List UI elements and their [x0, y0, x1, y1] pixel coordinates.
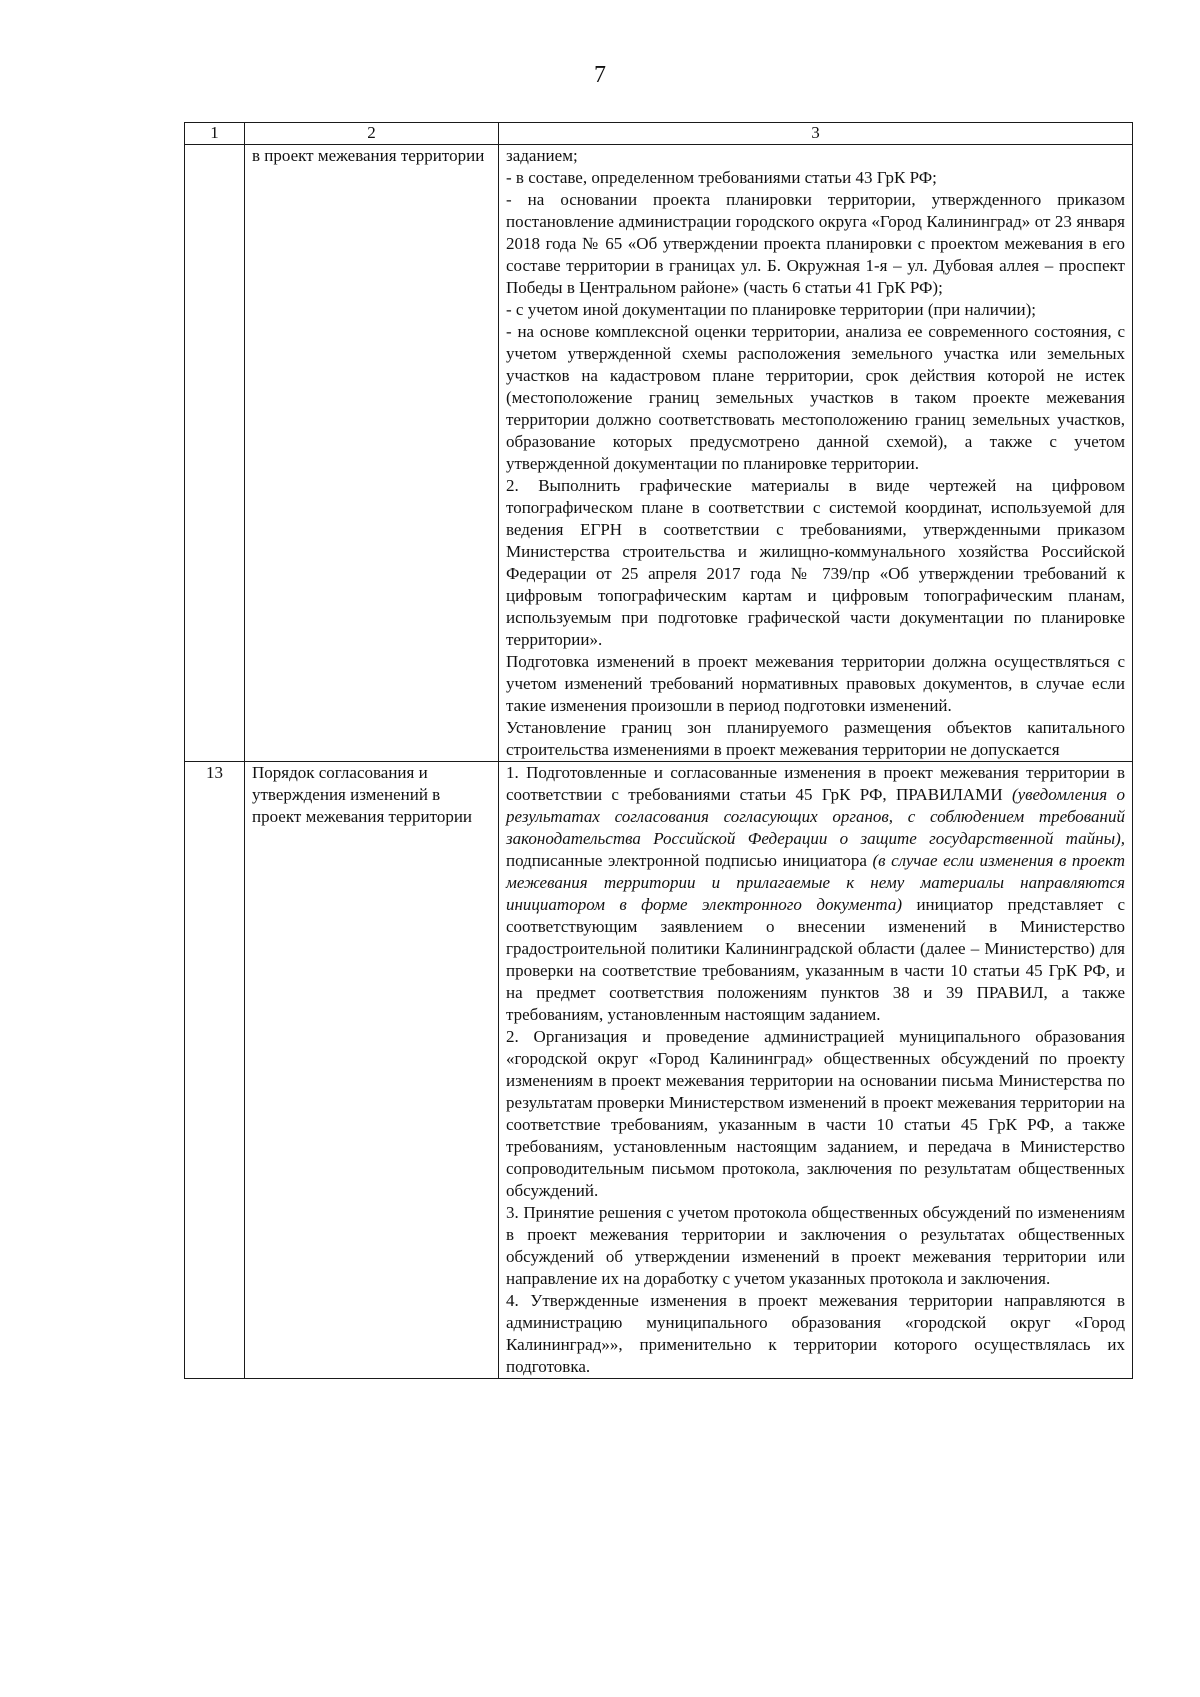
italic-note: (в случае если изменения в проект межевания территории и прилагаемые к нему материалы направляются инициатором в форме электронного документа) [506, 851, 1125, 914]
text-run: 1. Подготовленные и согласованные изменения в проект межевания территории в соответствии с требованиями статьи 45 ГрК РФ, ПРАВИЛАМИ [506, 763, 1125, 804]
row-number [185, 145, 245, 762]
row-number: 13 [185, 762, 245, 1379]
text-run: подписанные электронной подписью инициатора [506, 851, 867, 870]
text-run: инициатор представляет с соответствующим заявлением о внесении изменений в Министерство градостроительной политики Калининградской области (далее – Министерство) для проверки на соответствие требованиям, указанным в части 10 статьи 45 ГрК РФ, и на предмет соответствия положениям пунктов 38 и 39 ПРАВИЛ, а также требованиям, установленным настоящим заданием. [506, 895, 1126, 1024]
header-col-2: 2 [245, 123, 499, 145]
row-content [499, 762, 1133, 1379]
paragraph: 2. Выполнить графические материалы в виде чертежей на цифровом топографическом плане в соответствии с системой координат, используемой для ведения ЕГРН в соответствии с требованиями, утвержденными приказом Министерства строительства и жилищно-коммунального хозяйства Российской Федерации от 25 апреля 2017 года № 739/пр «Об утверждении требований к цифровым топографическим картам и цифровым топографическим планам, используемым при подготовке графической части документации по планировке территории». [506, 476, 1125, 649]
paragraph: - в составе, определенном требованиями статьи 43 ГрК РФ; [506, 168, 937, 187]
paragraph: - на основе комплексной оценки территории, анализа ее современного состояния, с учетом утвержденной схемы расположения земельного участка или земельных участков на кадастровом плане территории, срок действия которой не истек (местоположение границ земельных участков в таком проекте межевания территории должно соответствовать местоположению границ земельных участков, образование которых предусмотрено данной схемой), а также с учетом утвержденной документации по планировке территории. [506, 322, 1125, 473]
paragraph [506, 762, 1125, 1026]
paragraph: Подготовка изменений в проект межевания территории должна осуществляться с учетом изменений требований нормативных правовых документов, в случае если такие изменения произошли в период подготовки изменений. [506, 652, 1125, 715]
requirements-table [184, 122, 1133, 1379]
row-title: в проект межевания территории [245, 145, 499, 762]
row-title: Порядок согласования и утверждения изменений в проект межевания территории [245, 762, 499, 1379]
header-col-3: 3 [499, 123, 1133, 145]
paragraph: 2. Организация и проведение администрацией муниципального образования «городской округ «Город Калининград» общественных обсуждений по проекту изменениям в проект межевания территории на основании письма Министерства по результатам проверки Министерством изменений в проект межевания территории на соответствие требованиям, указанным в части 10 статьи 45 ГрК РФ, а также требованиям, установленным настоящим заданием, и передача в Министерство сопроводительным письмом протокола, заключения по результатам общественных обсуждений. [506, 1027, 1125, 1200]
paragraph: заданием; [506, 146, 578, 165]
italic-note: (уведомления о результатах согласования согласующих органов, с соблюдением требований законодательства Российской Федерации о защите государственной тайны), [506, 785, 1125, 848]
table-header-row [185, 123, 1133, 145]
table-row [185, 762, 1133, 1379]
paragraph: 3. Принятие решения с учетом протокола общественных обсуждений по изменениям в проект межевания территории и заключения о результатах общественных обсуждений об утверждении изменений в проект межевания территории или направление их на доработку с учетом указанных протокола и заключения. [506, 1203, 1125, 1288]
paragraph: 4. Утвержденные изменения в проект межевания территории направляются в администрацию муниципального образования «городской округ «Город Калининград»», применительно к территории которого осуществлялась их подготовка. [506, 1291, 1125, 1376]
paragraph: - на основании проекта планировки территории, утвержденного приказом постановление администрации городского округа «Город Калининград» от 23 января 2018 года № 65 «Об утверждении проекта планировки с проектом межевания в его составе территории в границах ул. Б. Окружная 1-я – ул. Дубовая аллея – проспект Победы в Центральном районе» (часть 6 статьи 41 ГрК РФ); [506, 190, 1125, 297]
page-number: 7 [594, 62, 606, 88]
paragraph: Установление границ зон планируемого размещения объектов капитального строительства изменениями в проект межевания территории не допускается [506, 718, 1125, 759]
paragraph: - с учетом иной документации по планировке территории (при наличии); [506, 300, 1036, 319]
row-content [499, 145, 1133, 762]
table-row [185, 145, 1133, 762]
header-col-1: 1 [185, 123, 245, 145]
